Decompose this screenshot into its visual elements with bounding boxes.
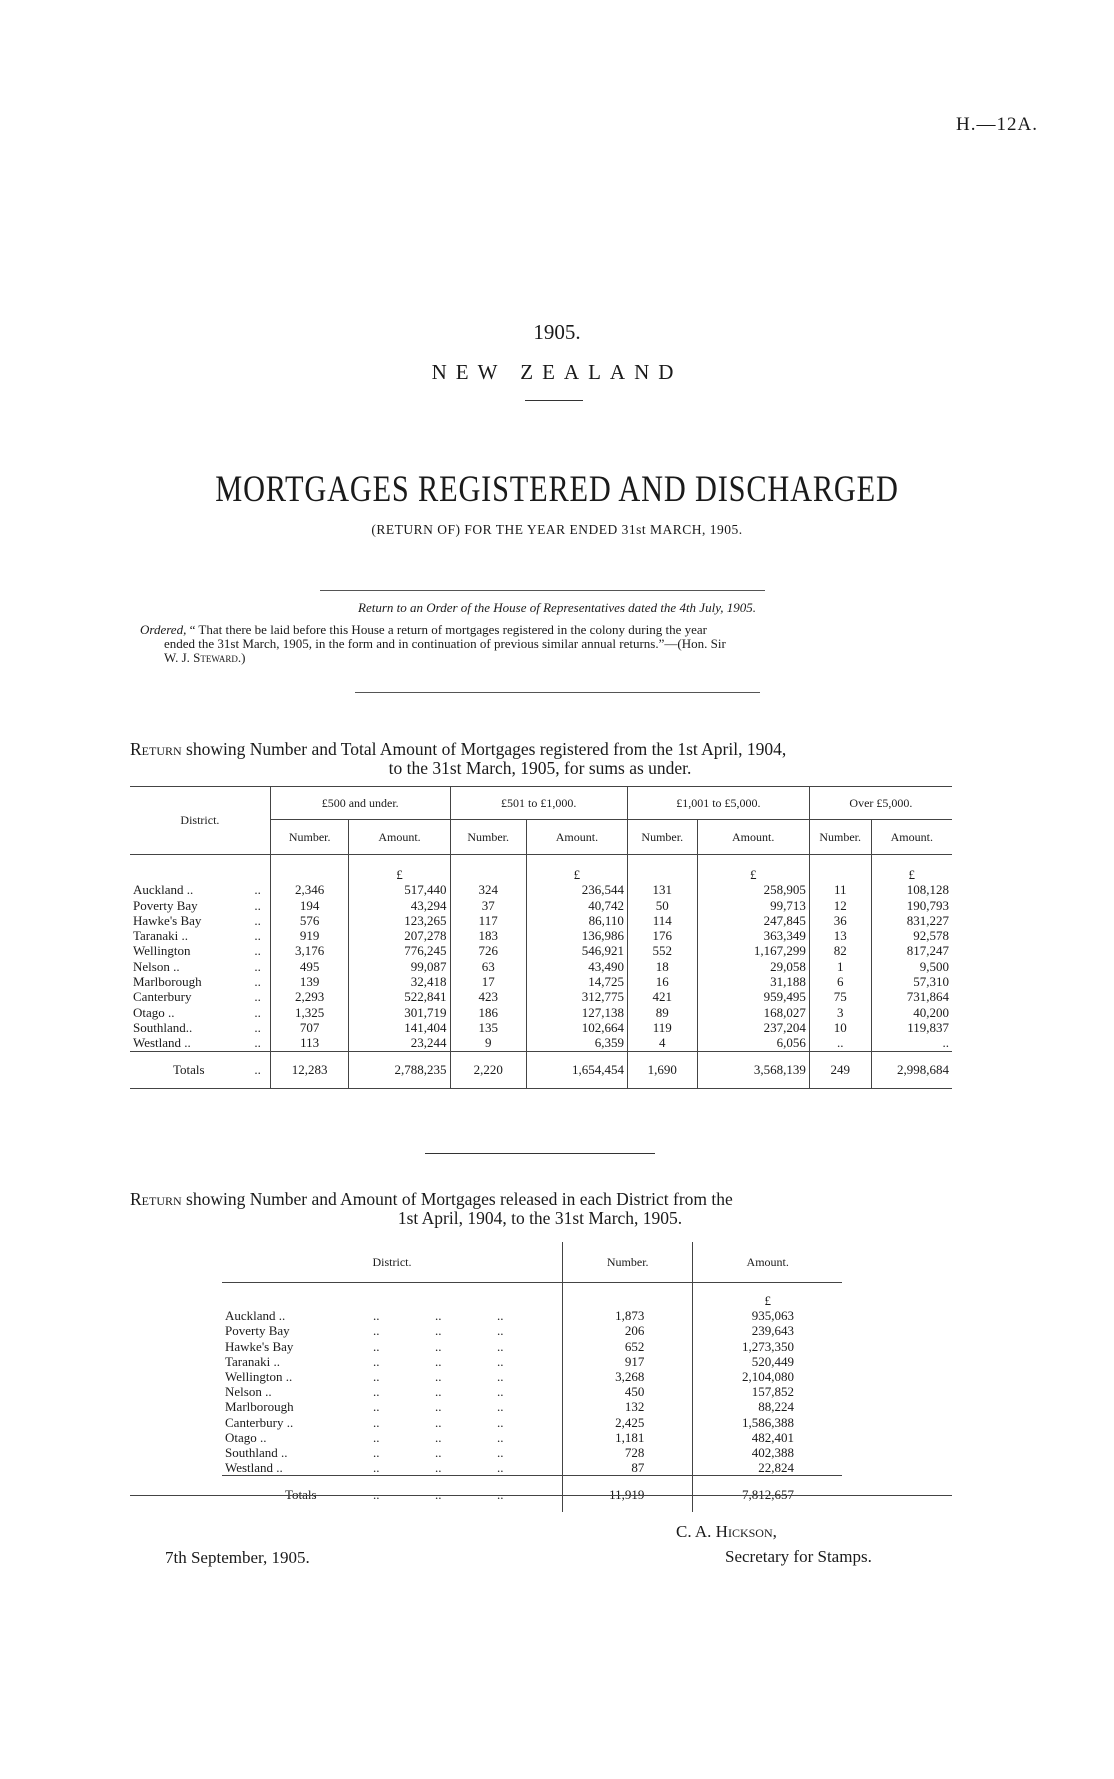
- number-cell: 183: [450, 928, 526, 943]
- table-row: [222, 1460, 842, 1476]
- district-name: Hawke's Bay: [133, 912, 202, 928]
- amount-cell: 29,058: [697, 959, 809, 974]
- amount-cell: 1,273,350: [693, 1339, 842, 1354]
- registered-mortgages-table: [130, 786, 952, 1089]
- leader-dots: ..: [435, 1445, 442, 1461]
- amount-cell: 482,401: [693, 1430, 842, 1445]
- leader-dots: ..: [497, 1338, 504, 1354]
- number-cell: 1: [809, 959, 871, 974]
- district-name: Hawke's Bay: [225, 1338, 294, 1354]
- pound-sign: £: [697, 855, 809, 883]
- leader-dots: ..: [254, 882, 261, 898]
- leader-dots: ..: [435, 1399, 442, 1415]
- totals-label: Totals: [173, 1061, 205, 1077]
- number-cell: 2,293: [270, 989, 349, 1004]
- number-header: Number.: [627, 820, 697, 855]
- leader-dots: ..: [435, 1338, 442, 1354]
- leader-dots: ..: [373, 1399, 380, 1415]
- table1-caption-lead: Return: [130, 739, 182, 759]
- district-name: Otago ..: [225, 1429, 267, 1445]
- table-row: [130, 913, 952, 928]
- district-name: Southland ..: [225, 1445, 288, 1461]
- amount-cell: 99,713: [697, 898, 809, 913]
- ordered-label: Ordered,: [140, 622, 187, 637]
- amount-cell: 22,824: [693, 1460, 842, 1476]
- amount-cell: 119,837: [871, 1020, 952, 1035]
- leader-dots: ..: [435, 1429, 442, 1445]
- leader-dots: ..: [373, 1338, 380, 1354]
- number-cell: 176: [627, 928, 697, 943]
- table2-caption: [130, 1190, 950, 1228]
- amount-cell: 239,643: [693, 1323, 842, 1338]
- number-cell: 707: [270, 1020, 349, 1035]
- amount-cell: 43,490: [526, 959, 627, 974]
- district-name: Poverty Bay: [225, 1323, 290, 1339]
- leader-dots: ..: [254, 912, 261, 928]
- total-amount-cell: 7,812,657: [693, 1476, 842, 1513]
- leader-dots: ..: [254, 1019, 261, 1035]
- number-cell: 3,176: [270, 943, 349, 958]
- amount-cell: 731,864: [871, 989, 952, 1004]
- number-header: Number.: [270, 820, 349, 855]
- table-row: [130, 898, 952, 913]
- number-cell: 1,325: [270, 1005, 349, 1020]
- amount-cell: 207,278: [349, 928, 450, 943]
- district-name: Wellington ..: [225, 1369, 293, 1385]
- number-cell: 652: [563, 1339, 693, 1354]
- leader-dots: ..: [373, 1323, 380, 1339]
- currency-row: [130, 855, 952, 883]
- document-reference: H.—12A.: [956, 114, 1038, 135]
- amount-cell: 168,027: [697, 1005, 809, 1020]
- leader-dots: ..: [254, 974, 261, 990]
- page-title: MORTGAGES REGISTERED AND DISCHARGED: [215, 469, 899, 510]
- leader-dots: ..: [373, 1353, 380, 1369]
- document-year: 1905.: [533, 320, 581, 344]
- leader-dots: ..: [254, 897, 261, 913]
- amount-cell: 402,388: [693, 1445, 842, 1460]
- leader-dots: ..: [435, 1369, 442, 1385]
- number-cell: 11: [809, 882, 871, 897]
- leader-dots: ..: [435, 1384, 442, 1400]
- amount-cell: 546,921: [526, 943, 627, 958]
- district-name: Marlborough: [133, 974, 202, 990]
- amount-cell: 136,986: [526, 928, 627, 943]
- district-name: Wellington: [133, 943, 191, 959]
- leader-dots: ..: [373, 1414, 380, 1430]
- leader-dots: ..: [497, 1323, 504, 1339]
- group-header: Over £5,000.: [809, 787, 952, 820]
- leader-dots: ..: [373, 1308, 380, 1324]
- number-cell: 1,181: [563, 1430, 693, 1445]
- ordered-text-3: W. J. Steward.): [164, 650, 246, 665]
- number-cell: 63: [450, 959, 526, 974]
- group-header: £1,001 to £5,000.: [627, 787, 809, 820]
- district-name: Marlborough: [225, 1399, 294, 1415]
- amount-header: Amount.: [871, 820, 952, 855]
- number-cell: 13: [809, 928, 871, 943]
- totals-label: Totals: [285, 1486, 317, 1502]
- district-name: Otago ..: [133, 1004, 175, 1020]
- leader-dots: ..: [435, 1323, 442, 1339]
- leader-dots: ..: [254, 989, 261, 1005]
- district-name: Canterbury: [133, 989, 192, 1005]
- leader-dots: ..: [254, 958, 261, 974]
- leader-dots: ..: [497, 1445, 504, 1461]
- leader-dots: ..: [497, 1399, 504, 1415]
- table-row: [130, 882, 952, 897]
- amount-header: Amount.: [697, 820, 809, 855]
- amount-cell: 776,245: [349, 943, 450, 958]
- number-cell: 576: [270, 913, 349, 928]
- amount-cell: 102,664: [526, 1020, 627, 1035]
- number-cell: 9: [450, 1035, 526, 1051]
- pound-sign: £: [349, 855, 450, 883]
- pound-sign: £: [526, 855, 627, 883]
- district-name: Westland ..: [225, 1460, 283, 1476]
- leader-dots: ..: [497, 1308, 504, 1324]
- table2-caption-lead: Return: [130, 1189, 182, 1209]
- amount-header: Amount.: [526, 820, 627, 855]
- table2-caption-line2: 1st April, 1904, to the 31st March, 1905.: [397, 1208, 683, 1228]
- divider: [320, 590, 765, 591]
- number-cell: 450: [563, 1384, 693, 1399]
- district-name: Westland ..: [133, 1035, 191, 1051]
- number-cell: 3: [809, 1005, 871, 1020]
- total-number-cell: 1,690: [627, 1051, 697, 1088]
- ordered-text-2: ended the 31st March, 1905, in the form and in continuation of previous similar annual returns.”—(Hon. Sir: [164, 636, 726, 651]
- total-amount-cell: 3,568,139: [697, 1051, 809, 1088]
- number-cell: 6: [809, 974, 871, 989]
- leader-dots: ..: [373, 1460, 380, 1476]
- number-cell: 726: [450, 943, 526, 958]
- amount-cell: 31,188: [697, 974, 809, 989]
- number-cell: 421: [627, 989, 697, 1004]
- signature-date: 7th September, 1905.: [165, 1548, 310, 1567]
- amount-cell: 520,449: [693, 1354, 842, 1369]
- group-header: £500 and under.: [270, 787, 450, 820]
- number-cell: 552: [627, 943, 697, 958]
- leader-dots: ..: [373, 1384, 380, 1400]
- amount-header: Amount.: [693, 1242, 842, 1283]
- table-row: [222, 1308, 842, 1323]
- district-name: Nelson ..: [225, 1384, 272, 1400]
- amount-cell: 258,905: [697, 882, 809, 897]
- table-row: [222, 1415, 842, 1430]
- amount-cell: 9,500: [871, 959, 952, 974]
- table1-caption-text: showing Number and Total Amount of Mortgages registered from the 1st April, 1904,: [186, 739, 787, 759]
- number-cell: 16: [627, 974, 697, 989]
- amount-cell: 312,775: [526, 989, 627, 1004]
- table-row: [222, 1323, 842, 1338]
- amount-cell: 57,310: [871, 974, 952, 989]
- divider: [130, 1495, 952, 1496]
- number-cell: 324: [450, 882, 526, 897]
- amount-cell: 935,063: [693, 1308, 842, 1323]
- divider: [355, 692, 760, 693]
- table-row: [222, 1384, 842, 1399]
- leader-dots: ..: [373, 1369, 380, 1385]
- pound-sign: £: [693, 1283, 842, 1309]
- leader-dots: ..: [497, 1414, 504, 1430]
- amount-cell: 831,227: [871, 913, 952, 928]
- table-row: [222, 1339, 842, 1354]
- table-row: [222, 1399, 842, 1414]
- amount-cell: 959,495: [697, 989, 809, 1004]
- number-cell: 423: [450, 989, 526, 1004]
- number-cell: 1,873: [563, 1308, 693, 1323]
- total-amount-cell: 2,998,684: [871, 1051, 952, 1088]
- number-cell: 75: [809, 989, 871, 1004]
- table1-caption: [130, 740, 950, 778]
- number-cell: 132: [563, 1399, 693, 1414]
- amount-cell: 301,719: [349, 1005, 450, 1020]
- amount-cell: 817,247: [871, 943, 952, 958]
- leader-dots: ..: [435, 1460, 442, 1476]
- table-row: [222, 1430, 842, 1445]
- group-header: £501 to £1,000.: [450, 787, 627, 820]
- page-subtitle: (RETURN OF) FOR THE YEAR ENDED 31st MARCH, 1905.: [371, 522, 743, 537]
- released-mortgages-table: [222, 1242, 842, 1512]
- return-order-line: Return to an Order of the House of Representatives dated the 4th July, 1905.: [358, 600, 756, 615]
- amount-cell: 1,167,299: [697, 943, 809, 958]
- number-cell: 186: [450, 1005, 526, 1020]
- amount-cell: 2,104,080: [693, 1369, 842, 1384]
- number-header: Number.: [809, 820, 871, 855]
- number-cell: 3,268: [563, 1369, 693, 1384]
- total-number-cell: 12,283: [270, 1051, 349, 1088]
- leader-dots: ..: [373, 1429, 380, 1445]
- number-cell: 495: [270, 959, 349, 974]
- leader-dots: ..: [497, 1460, 504, 1476]
- table-row: [130, 1020, 952, 1035]
- number-cell: 131: [627, 882, 697, 897]
- amount-header: Amount.: [349, 820, 450, 855]
- number-cell: 10: [809, 1020, 871, 1035]
- number-cell: 89: [627, 1005, 697, 1020]
- table2-caption-text: showing Number and Amount of Mortgages released in each District from the: [186, 1189, 733, 1209]
- amount-cell: 14,725: [526, 974, 627, 989]
- table-row: [130, 928, 952, 943]
- number-cell: 36: [809, 913, 871, 928]
- ordered-paragraph: [140, 623, 950, 665]
- district-name: Nelson ..: [133, 958, 180, 974]
- divider: [425, 1153, 655, 1154]
- amount-cell: 40,742: [526, 898, 627, 913]
- amount-cell: 517,440: [349, 882, 450, 897]
- leader-dots: ..: [373, 1445, 380, 1461]
- total-number-cell: 249: [809, 1051, 871, 1088]
- table-row: [130, 943, 952, 958]
- number-cell: 728: [563, 1445, 693, 1460]
- table-row: [130, 1035, 952, 1051]
- number-cell: 206: [563, 1323, 693, 1338]
- divider: [525, 400, 583, 401]
- number-cell: 139: [270, 974, 349, 989]
- leader-dots: ..: [497, 1486, 504, 1502]
- total-number-cell: 2,220: [450, 1051, 526, 1088]
- number-cell: 18: [627, 959, 697, 974]
- signer-title: Secretary for Stamps.: [725, 1547, 872, 1566]
- district-name: Poverty Bay: [133, 897, 198, 913]
- leader-dots: ..: [435, 1353, 442, 1369]
- amount-cell: 99,087: [349, 959, 450, 974]
- leader-dots: ..: [254, 928, 261, 944]
- leader-dots: ..: [435, 1486, 442, 1502]
- leader-dots: ..: [497, 1429, 504, 1445]
- number-cell: 2,346: [270, 882, 349, 897]
- total-amount-cell: 2,788,235: [349, 1051, 450, 1088]
- number-cell: 17: [450, 974, 526, 989]
- amount-cell: 123,265: [349, 913, 450, 928]
- amount-cell: 1,586,388: [693, 1415, 842, 1430]
- number-cell: ..: [809, 1035, 871, 1051]
- district-name: Canterbury ..: [225, 1414, 294, 1430]
- number-header: Number.: [450, 820, 526, 855]
- total-number-cell: 11,919: [563, 1476, 693, 1513]
- amount-cell: 6,056: [697, 1035, 809, 1051]
- leader-dots: ..: [497, 1384, 504, 1400]
- leader-dots: ..: [373, 1486, 380, 1502]
- district-name: Taranaki ..: [225, 1353, 281, 1369]
- table1-caption-line2: to the 31st March, 1905, for sums as under.: [388, 758, 692, 778]
- number-cell: 2,425: [563, 1415, 693, 1430]
- amount-cell: 141,404: [349, 1020, 450, 1035]
- amount-cell: 237,204: [697, 1020, 809, 1035]
- amount-cell: 247,845: [697, 913, 809, 928]
- amount-cell: 236,544: [526, 882, 627, 897]
- table-row: [130, 959, 952, 974]
- amount-cell: 108,128: [871, 882, 952, 897]
- amount-cell: 190,793: [871, 898, 952, 913]
- table-row: [130, 1005, 952, 1020]
- total-amount-cell: 1,654,454: [526, 1051, 627, 1088]
- amount-cell: 40,200: [871, 1005, 952, 1020]
- number-cell: 117: [450, 913, 526, 928]
- amount-cell: 86,110: [526, 913, 627, 928]
- district-name: Southland..: [133, 1019, 193, 1035]
- number-cell: 917: [563, 1354, 693, 1369]
- amount-cell: ..: [871, 1035, 952, 1051]
- pound-sign: £: [871, 855, 952, 883]
- district-header: District.: [130, 787, 270, 855]
- number-cell: 119: [627, 1020, 697, 1035]
- table-row: [130, 974, 952, 989]
- table-row: [222, 1354, 842, 1369]
- leader-dots: ..: [435, 1414, 442, 1430]
- number-cell: 113: [270, 1035, 349, 1051]
- number-cell: 12: [809, 898, 871, 913]
- leader-dots: ..: [254, 943, 261, 959]
- number-cell: 50: [627, 898, 697, 913]
- number-cell: 37: [450, 898, 526, 913]
- district-header: District.: [222, 1242, 563, 1283]
- leader-dots: ..: [254, 1035, 261, 1051]
- table-row: [222, 1445, 842, 1460]
- amount-cell: 32,418: [349, 974, 450, 989]
- ordered-text: “ That there be laid before this House a return of mortgages registered in the colony during the year: [189, 622, 708, 637]
- number-cell: 194: [270, 898, 349, 913]
- amount-cell: 23,244: [349, 1035, 450, 1051]
- district-name: Taranaki ..: [133, 928, 189, 944]
- table-row: [130, 989, 952, 1004]
- leader-dots: ..: [254, 1004, 261, 1020]
- number-cell: 87: [563, 1460, 693, 1476]
- table-row: [222, 1369, 842, 1384]
- amount-cell: 522,841: [349, 989, 450, 1004]
- number-cell: 919: [270, 928, 349, 943]
- number-cell: 82: [809, 943, 871, 958]
- leader-dots: ..: [435, 1308, 442, 1324]
- signer-name: C. A. Hickson,: [676, 1522, 777, 1541]
- leader-dots: ..: [254, 1061, 261, 1077]
- number-header: Number.: [563, 1242, 693, 1283]
- number-cell: 114: [627, 913, 697, 928]
- amount-cell: 363,349: [697, 928, 809, 943]
- amount-cell: 43,294: [349, 898, 450, 913]
- amount-cell: 6,359: [526, 1035, 627, 1051]
- amount-cell: 157,852: [693, 1384, 842, 1399]
- number-cell: 135: [450, 1020, 526, 1035]
- district-name: Auckland ..: [133, 882, 194, 898]
- country-heading: NEW ZEALAND: [431, 360, 683, 384]
- amount-cell: 88,224: [693, 1399, 842, 1414]
- amount-cell: 92,578: [871, 928, 952, 943]
- leader-dots: ..: [497, 1353, 504, 1369]
- currency-row: [222, 1283, 842, 1309]
- leader-dots: ..: [497, 1369, 504, 1385]
- district-name: Auckland ..: [225, 1308, 286, 1324]
- amount-cell: 127,138: [526, 1005, 627, 1020]
- totals-row: [130, 1051, 952, 1088]
- number-cell: 4: [627, 1035, 697, 1051]
